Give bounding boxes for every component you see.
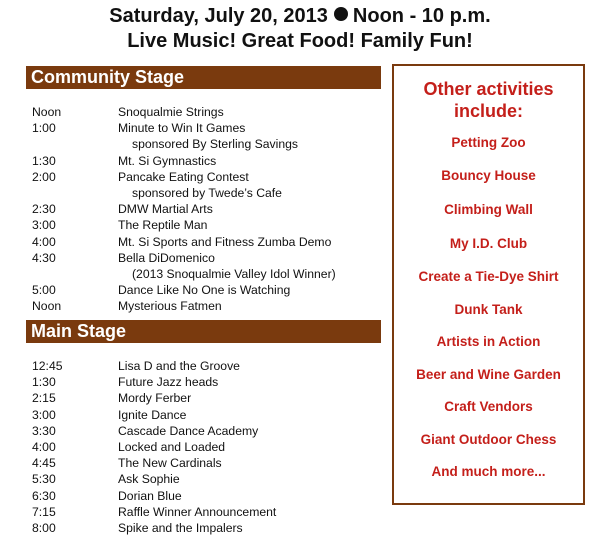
schedule-time: 2:00 <box>32 169 56 184</box>
schedule-time: 5:30 <box>32 472 56 487</box>
schedule-time: 5:00 <box>32 283 56 298</box>
schedule-time: 1:30 <box>32 375 56 390</box>
schedule-event: Ask Sophie <box>118 472 180 487</box>
schedule-event: DMW Martial Arts <box>118 202 213 217</box>
schedule-row <box>32 201 392 217</box>
schedule-row <box>32 504 392 520</box>
activity-item: Dunk Tank <box>454 302 523 317</box>
activity-item: And much more... <box>431 464 546 479</box>
schedule-event: Pancake Eating Contest <box>118 169 249 184</box>
schedule-event: Locked and Loaded <box>118 440 226 455</box>
event-hours: Noon - 10 p.m. <box>352 5 491 27</box>
bullet-dot-icon <box>334 7 348 21</box>
schedule-event: Dorian Blue <box>118 488 182 503</box>
schedule-event: Mysterious Fatmen <box>118 299 222 314</box>
schedule-time: 7:15 <box>32 504 56 519</box>
schedule-row <box>32 488 392 504</box>
schedule-row <box>32 153 392 169</box>
schedule-event: The Reptile Man <box>118 218 208 233</box>
schedule-time: 3:00 <box>32 218 56 233</box>
schedule-row <box>32 358 392 374</box>
other-activities-box <box>392 64 585 505</box>
schedule-event: Lisa D and the Groove <box>118 359 240 373</box>
schedule-event: Ignite Dance <box>118 407 187 422</box>
schedule-row <box>32 234 392 250</box>
schedule-row <box>32 471 392 487</box>
schedule-row <box>32 217 392 233</box>
schedule-row <box>32 282 392 298</box>
tagline: Live Music! Great Food! Family Fun! <box>127 30 473 52</box>
activity-item: Create a Tie-Dye Shirt <box>418 269 559 284</box>
schedule-event: Mt. Si Sports and Fitness Zumba Demo <box>118 234 332 249</box>
schedule-row <box>32 169 392 185</box>
schedule-row <box>32 390 392 406</box>
schedule-event: Bella DiDomenico <box>118 250 215 265</box>
schedule-time: 4:30 <box>32 250 56 265</box>
schedule-time: 4:45 <box>32 456 56 471</box>
activity-item: Petting Zoo <box>451 135 526 150</box>
schedule-time: 4:00 <box>32 234 56 249</box>
schedule-event: Minute to Win It Games <box>118 121 246 136</box>
schedule-note: (2013 Snoqualmie Valley Idol Winner) <box>132 267 336 282</box>
event-date: Saturday, July 20, 2013 <box>109 5 328 27</box>
schedule-time: 2:15 <box>32 391 56 406</box>
schedule-time: 6:30 <box>32 488 56 503</box>
activity-item: My I.D. Club <box>449 236 528 251</box>
schedule-row-sub <box>32 266 392 282</box>
schedule-time: 1:00 <box>32 121 56 136</box>
schedule-row <box>32 520 392 536</box>
schedule-event: Future Jazz heads <box>118 375 219 390</box>
schedule-time: 3:00 <box>32 407 56 422</box>
date-time-line <box>0 4 600 29</box>
schedule-row <box>32 439 392 455</box>
schedule-row <box>32 120 392 136</box>
schedule-time: 1:30 <box>32 153 56 168</box>
schedule-sponsor: sponsored By Sterling Savings <box>132 137 298 152</box>
main-stage-heading: Main Stage <box>26 320 381 343</box>
schedule-sponsor: sponsored by Twede’s Cafe <box>132 186 282 201</box>
schedule-time: 8:00 <box>32 521 56 536</box>
schedule-event: Dance Like No One is Watching <box>118 283 291 298</box>
schedule-time: 3:30 <box>32 423 56 438</box>
other-activities-title: Other activities include: <box>423 79 554 121</box>
community-stage-schedule <box>32 104 392 315</box>
schedule-time: Noon <box>32 299 62 314</box>
schedule-row <box>32 374 392 390</box>
activity-item: Craft Vendors <box>444 399 533 414</box>
schedule-row <box>32 407 392 423</box>
schedule-time: Noon <box>32 105 62 119</box>
activity-item: Beer and Wine Garden <box>416 367 561 382</box>
schedule-time: 12:45 <box>32 359 63 373</box>
schedule-event: Raffle Winner Announcement <box>118 504 277 519</box>
schedule-time: 4:00 <box>32 440 56 455</box>
activity-item: Giant Outdoor Chess <box>420 432 557 447</box>
schedule-row-sub <box>32 185 392 201</box>
schedule-time: 2:30 <box>32 202 56 217</box>
schedule-row <box>32 423 392 439</box>
activity-item: Artists in Action <box>436 334 541 349</box>
schedule-event: Spike and the Impalers <box>118 521 243 536</box>
community-stage-heading: Community Stage <box>26 66 381 89</box>
schedule-event: The New Cardinals <box>118 456 222 471</box>
event-header <box>0 4 600 54</box>
activity-item: Bouncy House <box>441 168 536 183</box>
schedule-event: Mordy Ferber <box>118 391 192 406</box>
schedule-row <box>32 250 392 266</box>
main-stage-schedule <box>32 358 392 536</box>
schedule-event: Cascade Dance Academy <box>118 423 259 438</box>
schedule-event: Mt. Si Gymnastics <box>118 153 217 168</box>
schedule-event: Snoqualmie Strings <box>118 105 224 119</box>
schedule-row <box>32 298 392 314</box>
schedule-row <box>32 455 392 471</box>
schedule-row <box>32 104 392 120</box>
activity-item: Climbing Wall <box>444 202 533 217</box>
schedule-row-sub <box>32 136 392 152</box>
